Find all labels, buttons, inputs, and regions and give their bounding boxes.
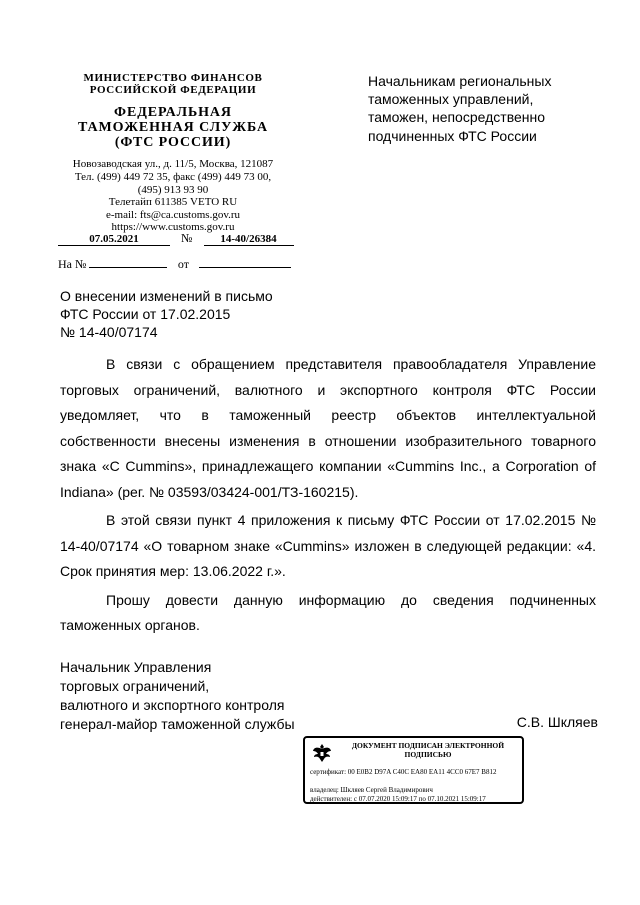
letterhead: [58, 72, 288, 234]
email: e-mail: fts@ca.customs.gov.ru: [105, 208, 241, 221]
ministry-line: РОССИЙСКОЙ ФЕДЕРАЦИИ: [89, 84, 257, 97]
addressee: [368, 72, 598, 145]
ministry-name: [58, 72, 288, 96]
position-line: генерал-майор таможенной службы: [60, 716, 295, 732]
position-line: Начальник Управления: [60, 659, 212, 675]
electronic-signature-stamp: [303, 736, 524, 804]
body-paragraph: Прошу довести данную информацию до сведения подчиненных таможенных органов.: [60, 591, 596, 633]
outgoing-date: 07.05.2021: [58, 233, 170, 246]
ministry-line: МИНИСТЕРСТВО ФИНАНСОВ: [83, 72, 263, 84]
reply-reference: [58, 255, 291, 272]
reply-label: На №: [58, 257, 87, 271]
website: https://www.customs.gov.ru: [111, 221, 235, 234]
service-line: ФЕДЕРАЛЬНАЯ: [114, 105, 232, 121]
subject: [60, 287, 320, 342]
stamp-certificate: сертификат: 00 E0B2 D97A C40C EA80 EA11 4CC0 67E7 B812: [310, 768, 497, 776]
addressee-line: таможенных управлений,: [368, 91, 534, 108]
service-name: [58, 106, 288, 150]
contact-block: [58, 158, 288, 234]
addressee-line: таможен, непосредственно: [368, 109, 546, 126]
stamp-title: ДОКУМЕНТ ПОДПИСАН ЭЛЕКТРОННОЙ ПОДПИСЬЮ: [351, 741, 505, 759]
service-line: (ФТС РОССИИ): [114, 134, 232, 150]
address: Новозаводская ул., д. 11/5, Москва, 121087: [72, 158, 274, 171]
teletype: Телетайп 611385 VETO RU: [108, 196, 238, 209]
outgoing-number: 14-40/26384: [204, 233, 294, 246]
body-paragraph: В связи с обращением представителя правообладателя Управление торговых ограничений, валютного и экспортного контроля ФТС России уведомляет, что в таможенный реестр объектов интеллектуальной собственности внесены изменения в отношении изобразительного товарного знака «C Cummins», принадлежащего компании «Cummins Inc., a Corporation of Indiana» (рег. № 03593/03424-001/ТЗ-160215).: [60, 356, 596, 500]
body-paragraph: В этой связи пункт 4 приложения к письму ФТС России от 17.02.2015 № 14-40/07174 «О товарном знаке «Cummins» изложен в следующей редакции: «4. Срок принятия мер: 13.06.2022 г.».: [60, 512, 596, 579]
addressee-line: подчиненных ФТС России: [368, 127, 537, 144]
subject-line: № 14-40/07174: [60, 324, 158, 341]
phone-2: (495) 913 93 90: [137, 183, 209, 196]
letter-body: [60, 352, 596, 639]
service-line: ТАМОЖЕННАЯ СЛУЖБА: [78, 119, 268, 135]
from-label: от: [177, 257, 189, 271]
reply-date-blank: [199, 255, 291, 268]
position-line: торговых ограничений,: [60, 678, 210, 694]
subject-line: ФТС России от 17.02.2015: [60, 306, 231, 323]
subject-line: О внесении изменений в письмо: [60, 288, 273, 304]
eagle-emblem-icon: [311, 742, 333, 764]
position-line: валютного и экспортного контроля: [60, 697, 285, 713]
number-sign: №: [181, 231, 193, 245]
outgoing-reference: [58, 231, 294, 246]
stamp-validity: действителен: с 07.07.2020 15:09:17 по 07.10.2021 15:09:17: [310, 795, 486, 803]
phone: Тел. (499) 449 72 35, факс (499) 449 73 00,: [74, 170, 272, 183]
addressee-line: Начальникам региональных: [368, 73, 552, 89]
signatory-name: С.В. Шкляев: [516, 714, 598, 730]
signatory-position: [60, 658, 340, 734]
reply-number-blank: [89, 255, 167, 268]
stamp-owner: владелец: Шкляев Сергей Владимирович: [310, 786, 433, 794]
